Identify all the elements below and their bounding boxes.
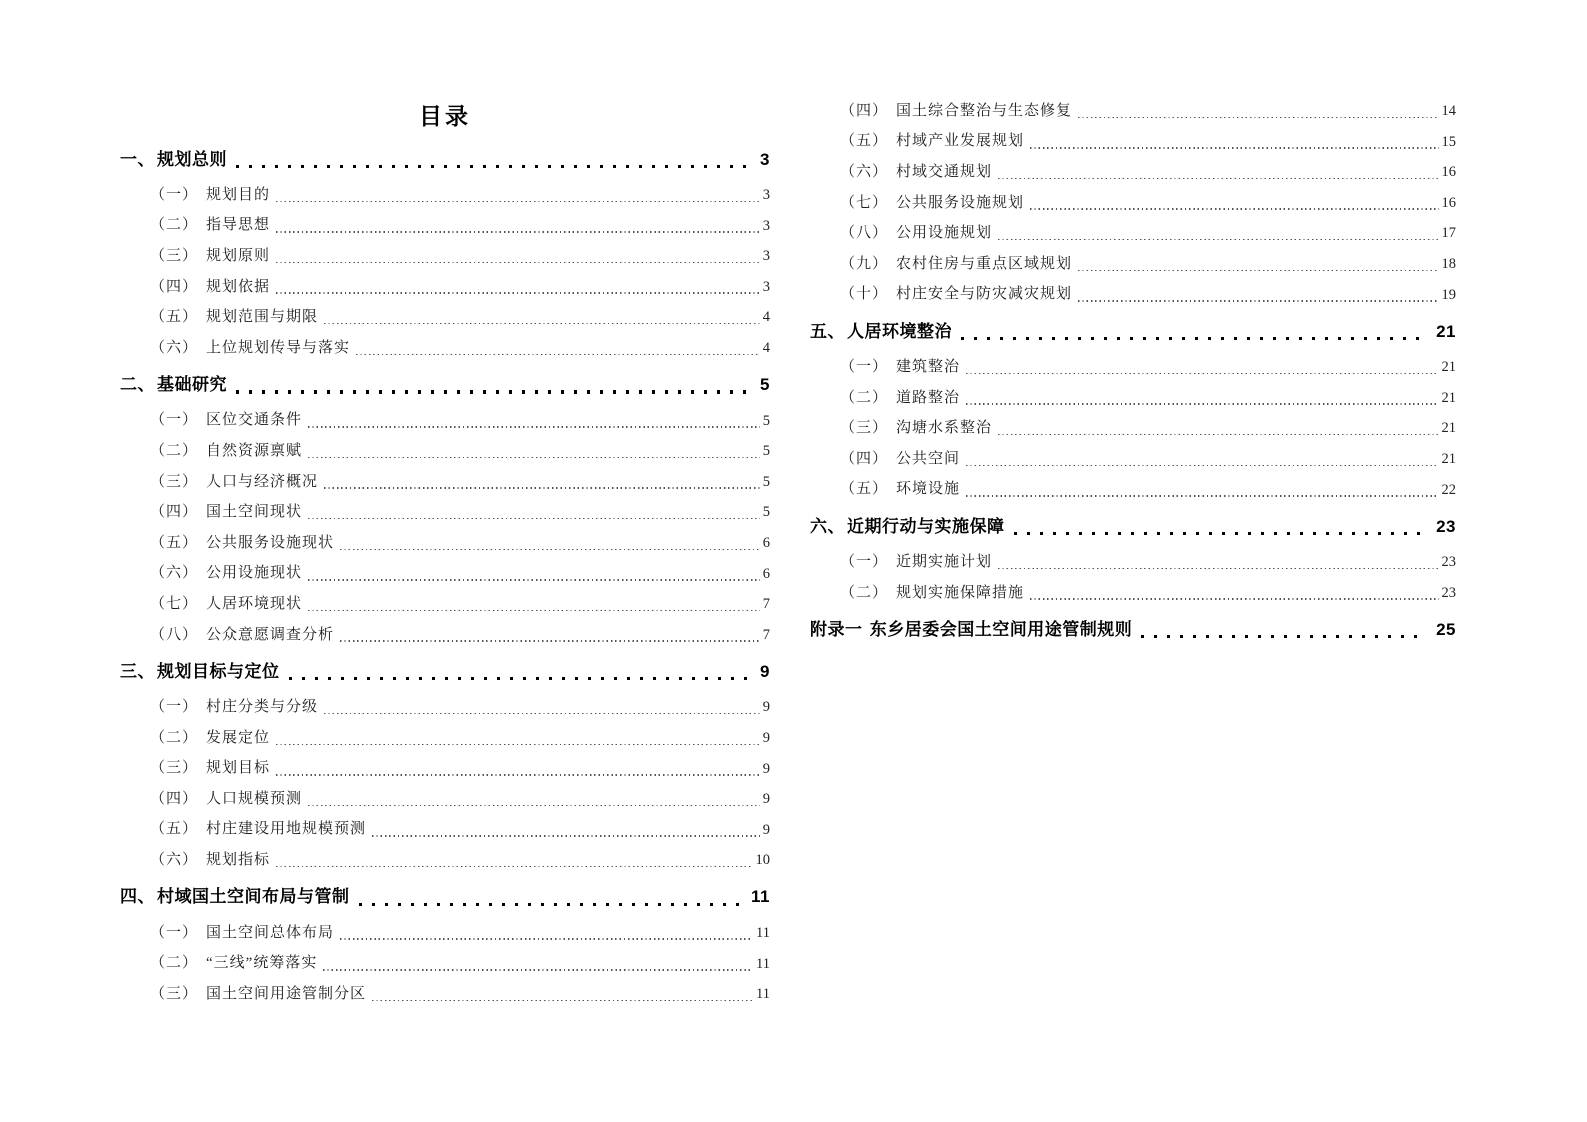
dot-leader [308,497,760,528]
toc-entry-page-number: 5 [760,375,770,395]
dot-leader [324,467,760,498]
toc-entry-page-number: 19 [1441,286,1456,303]
toc-entry-page-number: 3 [760,149,770,169]
toc-entry [120,692,770,723]
toc-entry [120,302,770,333]
toc-entry-number: （五） [840,133,889,150]
toc-entry [810,352,1456,383]
toc-entry [120,559,770,590]
dot-leader [308,559,760,590]
toc-entry-number: （四） [840,102,889,119]
toc-entry-number: （一） [840,553,889,570]
toc-entry-number: （五） [150,821,199,838]
toc-entry-number: 三、 [120,661,155,681]
toc-entry [810,280,1456,311]
dot-leader [966,444,1438,475]
toc-entry-page-number: 9 [760,661,770,681]
toc-entry-label: 公共空间 [896,450,961,467]
toc-entry-number: （九） [840,255,889,272]
toc-entry [810,413,1456,444]
toc-entry-page-number: 23 [1436,516,1456,536]
toc-entry [120,333,770,364]
toc-entry-label: 规划原则 [206,247,271,264]
toc-entry-number: 五、 [810,321,845,341]
toc-entry-number: （三） [150,473,199,490]
toc-entry-label: 村域产业发展规划 [896,133,1025,150]
toc-entry [120,754,770,785]
toc-entry-page-number: 16 [1441,194,1456,211]
toc-entry-label: 村庄安全与防灾减灾规划 [896,286,1073,303]
toc-entry-label: 上位规划传导与落实 [206,339,351,356]
toc-entry-page-number: 3 [762,278,770,295]
toc-entry-number: （二） [150,729,199,746]
toc-entry-number: （八） [150,626,199,643]
toc-entry-label: 规划依据 [206,278,271,295]
toc-entry-page-number: 22 [1441,481,1456,498]
toc-entry-page-number: 23 [1441,554,1456,571]
dot-leader [308,406,760,437]
dot-leader [276,211,760,242]
dot-leader [289,650,751,692]
toc-entry-page-number: 3 [762,187,770,204]
dot-leader [966,475,1438,506]
dot-leader [276,180,760,211]
toc-entry-page-number: 6 [762,565,770,582]
dot-leader [276,754,760,785]
toc-entry-number: （六） [840,163,889,180]
dot-leader [1030,127,1438,158]
toc-entry [810,218,1456,249]
toc-entry-number: （四） [840,450,889,467]
toc-entry [120,241,770,272]
dot-leader [324,302,760,333]
toc-entry-label: 公用设施现状 [206,565,303,582]
toc-entry-page-number: 5 [762,473,770,490]
toc-entry-page-number: 3 [762,217,770,234]
toc-entry-label: 发展定位 [206,729,271,746]
toc-entry-label: 规划目标 [206,760,271,777]
toc-entry-page-number: 7 [762,596,770,613]
toc-entry-label: 基础研究 [157,375,227,395]
toc-entry [120,948,770,979]
toc-entry-page-number: 11 [751,887,770,907]
dot-leader [276,272,760,303]
toc-entry-number: （四） [150,278,199,295]
toc-entry [810,444,1456,475]
toc-entry-label: 国土空间现状 [206,504,303,521]
toc-entry-page-number: 9 [762,699,770,716]
toc-entry-label: 国土综合整治与生态修复 [896,102,1073,119]
dot-leader [998,157,1438,188]
toc-entry-number: （二） [150,217,199,234]
toc-entry-label: 国土空间总体布局 [206,924,335,941]
dot-leader [276,723,760,754]
toc-entry-page-number: 10 [755,852,770,869]
toc-entry-label: 人口与经济概况 [206,473,319,490]
toc-entry-number: （一） [150,186,199,203]
toc-entry-label: 近期实施计划 [896,553,993,570]
toc-entry-page-number: 18 [1441,256,1456,273]
dot-leader [1078,280,1438,311]
dot-leader [372,979,753,1010]
toc-entry-label: 规划目标与定位 [157,661,280,681]
dot-leader [1030,578,1438,609]
toc-entry-label: 国土空间用途管制分区 [206,985,367,1002]
toc-entry-page-number: 5 [762,412,770,429]
dot-leader [276,241,760,272]
toc-entry-label: 人居环境现状 [206,595,303,612]
dot-leader [236,364,750,406]
dot-leader [998,218,1438,249]
toc-entry-page-number: 9 [762,760,770,777]
toc-entry-number: （七） [150,595,199,612]
toc-entry [120,211,770,242]
toc-entry [120,723,770,754]
toc-entry-page-number: 3 [762,248,770,265]
toc-entry [810,157,1456,188]
toc-entry-number: （二） [150,955,199,972]
toc-entry [120,815,770,846]
dot-leader [998,547,1438,578]
toc-entry-number: （六） [150,339,199,356]
toc-entry-page-number: 9 [762,791,770,808]
dot-leader [372,815,760,846]
toc-entry [120,979,770,1010]
toc-entry-label: 规划指标 [206,852,271,869]
dot-leader [323,948,753,979]
toc-entry-page-number: 11 [756,924,770,941]
toc-entry-label: 指导思想 [206,217,271,234]
dot-leader [324,692,760,723]
toc-entry-label: 近期行动与实施保障 [847,516,1005,536]
toc-entry-number: （五） [840,481,889,498]
toc-entry [810,383,1456,414]
toc-entry-label: 规划目的 [206,186,271,203]
toc-entry [120,589,770,620]
toc-section-heading [120,876,770,918]
toc-entry-label: 村庄建设用地规模预测 [206,821,367,838]
toc-entry [810,127,1456,158]
dot-leader [356,333,760,364]
toc-entry [120,436,770,467]
toc-entry-page-number: 6 [762,534,770,551]
toc-entry-number: （一） [150,412,199,429]
toc-entry-page-number: 21 [1441,389,1456,406]
toc-entry-label: 沟塘水系整治 [896,420,993,437]
toc-entry-number: （三） [150,985,199,1002]
toc-entry-label: 东乡居委会国土空间用途管制规则 [869,619,1133,639]
toc-entry-number: （二） [840,584,889,601]
toc-entry-number: （七） [840,194,889,211]
toc-entry [120,272,770,303]
toc-entry-page-number: 17 [1441,225,1456,242]
toc-entry-label: 村域交通规划 [896,163,993,180]
dot-leader [308,589,760,620]
toc-right-column [810,0,1456,650]
toc-entry [120,406,770,437]
toc-entry-page-number: 4 [762,340,770,357]
toc-entry-page-number: 5 [762,443,770,460]
toc-entry-number: 附录一 [810,619,868,639]
toc-entry-number: 六、 [810,516,845,536]
toc-entry-page-number: 21 [1441,420,1456,437]
toc-entry-number: （一） [150,924,199,941]
toc-entry-label: 公共服务设施现状 [206,534,335,551]
dot-leader [276,845,752,876]
toc-entry-page-number: 7 [762,626,770,643]
toc-entry-label: 公众意愿调查分析 [206,626,335,643]
toc-entry-number: 二、 [120,375,155,395]
toc-entry-label: 人口规模预测 [206,790,303,807]
dot-leader [1141,608,1426,650]
toc-entry-page-number: 4 [762,309,770,326]
toc-entry-number: （五） [150,534,199,551]
toc-entry-label: 规划范围与期限 [206,309,319,326]
toc-entry [120,918,770,949]
toc-entry-number: 四、 [120,887,155,907]
toc-entry [810,547,1456,578]
toc-entry-number: （四） [150,504,199,521]
toc-section-heading [810,505,1456,547]
toc-entry [120,497,770,528]
toc-entry [810,475,1456,506]
toc-entry-label: 建筑整治 [896,358,961,375]
dot-leader [1030,188,1438,219]
toc-entry-label: 村域国土空间布局与管制 [157,887,350,907]
dot-leader [1078,96,1438,127]
toc-entry-number: （六） [150,852,199,869]
toc-entry-number: （二） [840,389,889,406]
dot-leader [308,436,760,467]
toc-entry-label: 公用设施规划 [896,225,993,242]
toc-entry-page-number: 14 [1441,103,1456,120]
dot-leader [966,352,1438,383]
toc-left-column [120,0,770,1010]
toc-entry-page-number: 15 [1441,133,1456,150]
toc-entry-number: （一） [840,358,889,375]
toc-entry-number: （三） [150,247,199,264]
toc-entry-label: 公共服务设施规划 [896,194,1025,211]
toc-entry-label: 道路整治 [896,389,961,406]
dot-leader [1014,505,1427,547]
toc-section-heading [120,650,770,692]
toc-entry-page-number: 25 [1436,619,1456,639]
toc-entry-number: （三） [840,420,889,437]
dot-leader [359,876,742,918]
page-title: 目录 [419,103,471,129]
toc-entry-number: （八） [840,225,889,242]
toc-entry-page-number: 16 [1441,164,1456,181]
toc-entry [810,188,1456,219]
toc-entry-label: 自然资源禀赋 [206,442,303,459]
toc-entry-label: 环境设施 [896,481,961,498]
toc-entry [810,249,1456,280]
toc-entry [810,578,1456,609]
toc-entry-page-number: 9 [762,729,770,746]
toc-entry [120,784,770,815]
dot-leader [308,784,760,815]
toc-right-rows [810,96,1456,650]
dot-leader [1078,249,1438,280]
toc-entry [120,620,770,651]
toc-section-heading [120,364,770,406]
toc-entry-page-number: 21 [1441,359,1456,376]
dot-leader [340,620,760,651]
toc-entry-label: 农村住房与重点区域规划 [896,255,1073,272]
toc-entry-page-number: 23 [1441,584,1456,601]
toc-entry [120,845,770,876]
toc-entry [120,180,770,211]
toc-entry-label: “三线”统筹落实 [206,955,318,972]
toc-entry [120,467,770,498]
toc-entry-number: （五） [150,309,199,326]
toc-entry-page-number: 5 [762,504,770,521]
toc-left-rows [120,138,770,1010]
toc-entry-label: 人居环境整治 [847,321,952,341]
toc-entry [810,96,1456,127]
toc-entry-number: （二） [150,442,199,459]
toc-section-heading [810,310,1456,352]
toc-entry-label: 区位交通条件 [206,412,303,429]
toc-entry-number: （三） [150,760,199,777]
toc-entry-label: 规划实施保障措施 [896,584,1025,601]
dot-leader [961,310,1426,352]
dot-leader [236,138,750,180]
toc-entry-number: 一、 [120,149,155,169]
toc-entry-page-number: 9 [762,821,770,838]
toc-entry-page-number: 21 [1436,321,1456,341]
toc-section-heading [810,608,1456,650]
toc-entry [120,528,770,559]
dot-leader [966,383,1438,414]
toc-entry-number: （十） [840,286,889,303]
toc-entry-label: 规划总则 [157,149,227,169]
toc-entry-number: （一） [150,699,199,716]
dot-leader [340,918,753,949]
toc-entry-page-number: 11 [756,955,770,972]
toc-entry-label: 村庄分类与分级 [206,699,319,716]
toc-entry-number: （四） [150,790,199,807]
toc-entry-number: （六） [150,565,199,582]
dot-leader [998,413,1438,444]
toc-entry-page-number: 11 [756,986,770,1003]
toc-entry-page-number: 21 [1441,450,1456,467]
dot-leader [340,528,760,559]
toc-section-heading [120,138,770,180]
